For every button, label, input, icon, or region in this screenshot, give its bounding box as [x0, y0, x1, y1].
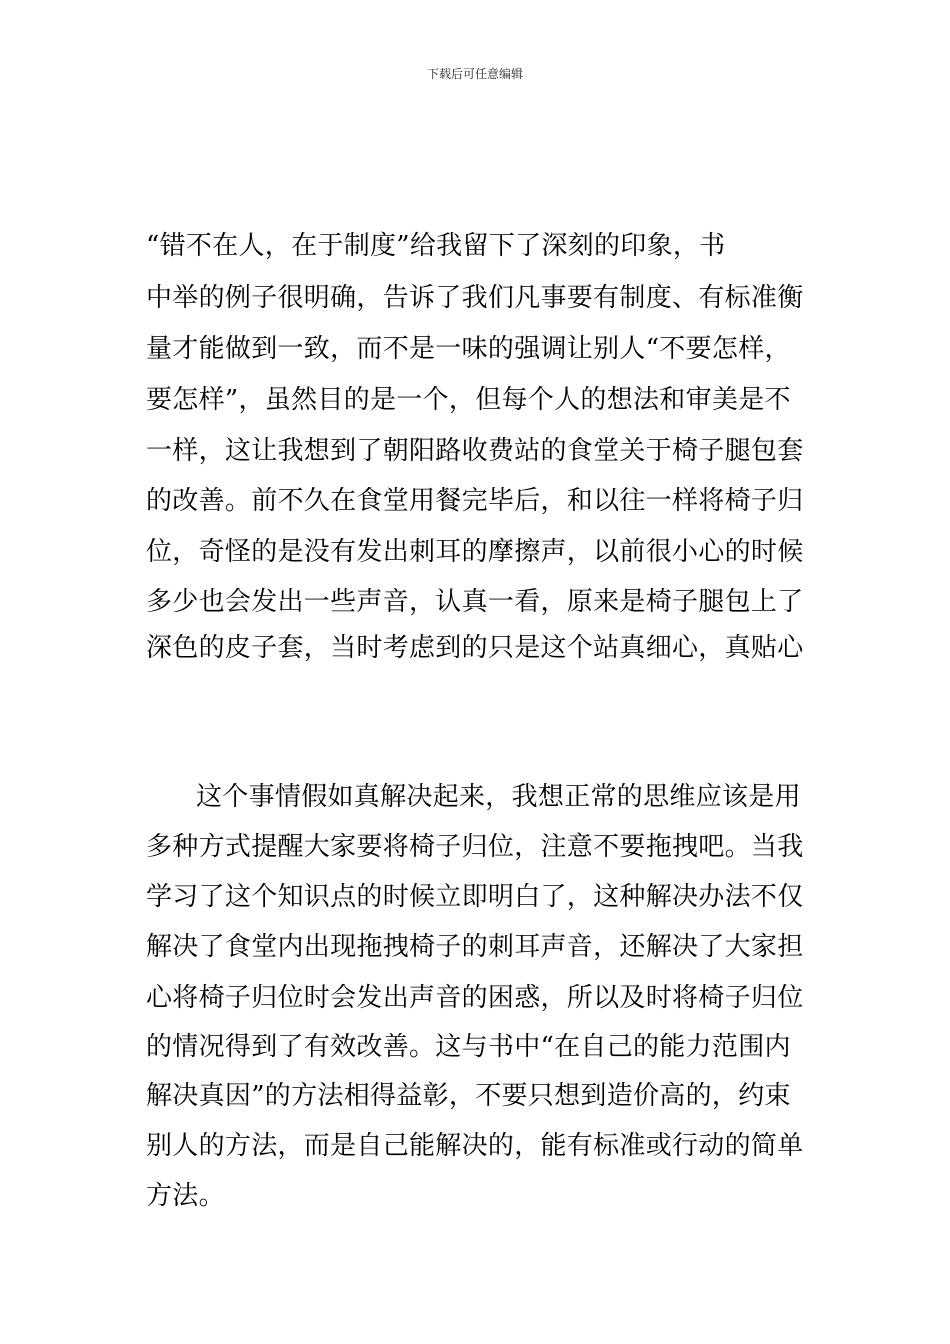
page-header: 下载后可任意编辑 — [426, 67, 523, 81]
text-line: 深色的皮子套，当时考虑到的只是这个站真细心，真贴心 — [146, 633, 804, 663]
text-line: 要怎样”，虽然目的是一个，但每个人的想法和审美是不 — [146, 385, 791, 415]
text-line: 学习了这个知识点的时候立即明白了，这种解决办法不仅 — [146, 882, 804, 912]
text-line: 的改善。前不久在食堂用餐完毕后，和以往一样将椅子归 — [146, 486, 804, 516]
text-line: 别人的方法，而是自己能解决的，能有标准或行动的简单 — [146, 1131, 804, 1161]
text-line: 多少也会发出一些声音，认真一看，原来是椅子腿包上了 — [146, 587, 804, 617]
text-line: “错不在人，在于制度”给我留下了深刻的印象，书 — [146, 231, 726, 261]
text-line: 多种方式提醒大家要将椅子归位，注意不要拖拽吧。当我 — [146, 832, 804, 862]
text-line: 中举的例子很明确，告诉了我们凡事要有制度、有标准衡 — [146, 283, 804, 313]
text-line: 这个事情假如真解决起来，我想正常的思维应该是用 — [196, 782, 801, 812]
text-line: 一样，这让我想到了朝阳路收费站的食堂关于椅子腿包套 — [146, 436, 804, 466]
text-line: 方法。 — [146, 1181, 225, 1211]
text-line: 量才能做到一致，而不是一味的强调让别人“不要怎样， — [146, 334, 791, 364]
text-line: 的情况得到了有效改善。这与书中“在自己的能力范围内 — [146, 1032, 791, 1062]
text-line: 解决了食堂内出现拖拽椅子的刺耳声音，还解决了大家担 — [146, 932, 804, 962]
text-line: 心将椅子归位时会发出声音的困惑，所以及时将椅子归位 — [146, 983, 804, 1013]
text-line: 解决真因”的方法相得益彰，不要只想到造价高的，约束 — [146, 1081, 791, 1111]
text-line: 位，奇怪的是没有发出刺耳的摩擦声，以前很小心的时候 — [146, 537, 804, 567]
